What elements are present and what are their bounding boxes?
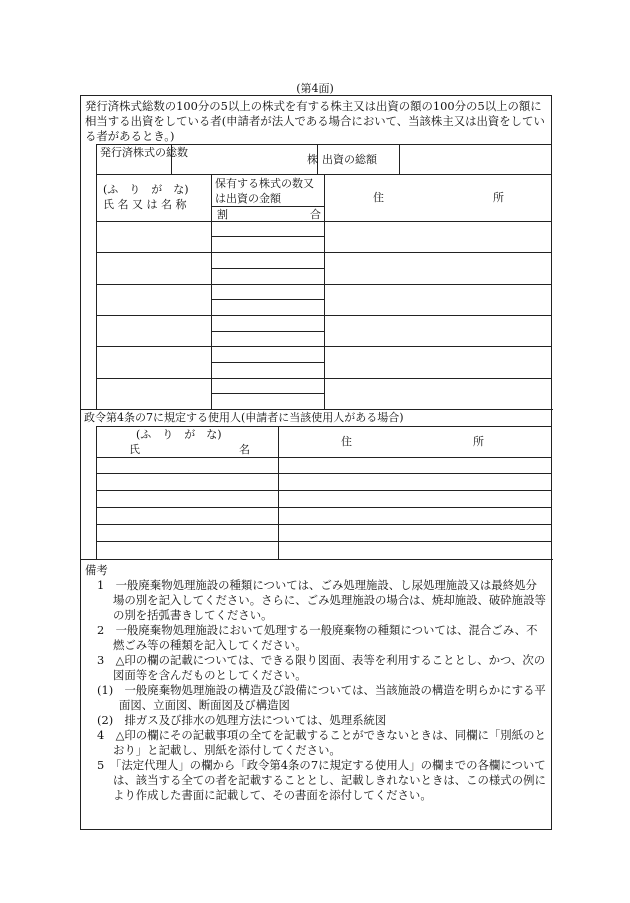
employee-section-title: 政令第4条の7に規定する使用人(申請者に当該使用人がある場合) (84, 411, 404, 424)
page-label: (第4面) (296, 82, 334, 95)
table-row (96, 524, 552, 525)
table-row (96, 252, 552, 253)
table-row (96, 541, 552, 542)
notes-heading: 備考 (85, 563, 108, 577)
note-item: 2 一般廃棄物処理施設において処理する一般廃棄物の種類については、混合ごみ、不燃ごみ等の種類を記入してください。 (97, 623, 538, 652)
table-row (96, 473, 552, 474)
notes-divider (81, 559, 553, 560)
address-label-right: 所 (493, 191, 504, 204)
employee-header-bottom (96, 457, 552, 458)
employee-name-label-left: 氏 (129, 443, 140, 456)
table-row (96, 378, 552, 379)
total-capital-label: 出資の総額 (322, 153, 377, 166)
note-sub-item: (2) 排ガス及び排水の処理方法については、処理系統図 (97, 713, 387, 727)
note-item: 1 一般廃棄物処理施設の種類については、ごみ処理施設、し尿処理施設又は最終処分場の別を記入してください。さらに、ごみ処理施設の場合は、焼却施設、破砕施設等の別を括弧書きしてください。 (97, 578, 546, 622)
table-row (96, 490, 552, 491)
note-item: 4 △印の欄にその記載事項の全てを記載することができないときは、同欄に「別紙のとおり」と記載し、別紙を添付してください。 (97, 728, 546, 757)
holdings-label: 保有する株式の数又は出資の金額 (215, 177, 314, 205)
ratio-label-right: 合 (310, 208, 321, 221)
employee-name-furigana: (ふ り が な) (136, 428, 222, 441)
shares-unit: 株 (307, 153, 318, 166)
shareholder-name-furigana: (ふ り が な) (103, 183, 189, 196)
shareholder-name-label: 氏 名 又 は 名 称 (103, 198, 187, 211)
table-row (96, 315, 552, 316)
employee-name-label-right: 名 (239, 443, 250, 456)
shareholders-column-header-bottom (96, 221, 552, 222)
shareholders-intro: 発行済株式総数の100分の5以上の株式を有する株主又は出資の額の100分の5以上の額に相当する出資をしている者(申請者が法人である場合において、当該株主又は出資をしている者があるとき。) (85, 99, 545, 143)
employee-address-left: 住 (341, 435, 352, 448)
table-row (96, 346, 552, 347)
table-row (96, 507, 552, 508)
ratio-label-left: 割 (217, 208, 228, 221)
table-row (96, 284, 552, 285)
form-frame (80, 95, 552, 830)
note-item: 5 「法定代理人」の欄から「政令第4条の7に規定する使用人」の欄までの各欄については、該当する全ての者を記載することとし、記載しきれないときは、この様式の例により作成した書面に記載して、その書面を添付してください。 (97, 758, 546, 802)
shareholders-table-left (96, 144, 97, 409)
address-label-left: 住 (373, 191, 384, 204)
notes-section (85, 563, 547, 803)
employee-address-right: 所 (473, 435, 484, 448)
note-sub-item: (1) 一般廃棄物処理施設の構造及び設備については、当該施設の構造を明らかにする平面図、立面図、断面図及び構造図 (97, 683, 546, 712)
note-item: 3 △印の欄の記載については、できる限り図面、表等を利用することとし、かつ、次の図面等を含んだものとしてください。 (97, 653, 546, 682)
total-shares-label: 発行済株式の総数 (100, 146, 188, 159)
